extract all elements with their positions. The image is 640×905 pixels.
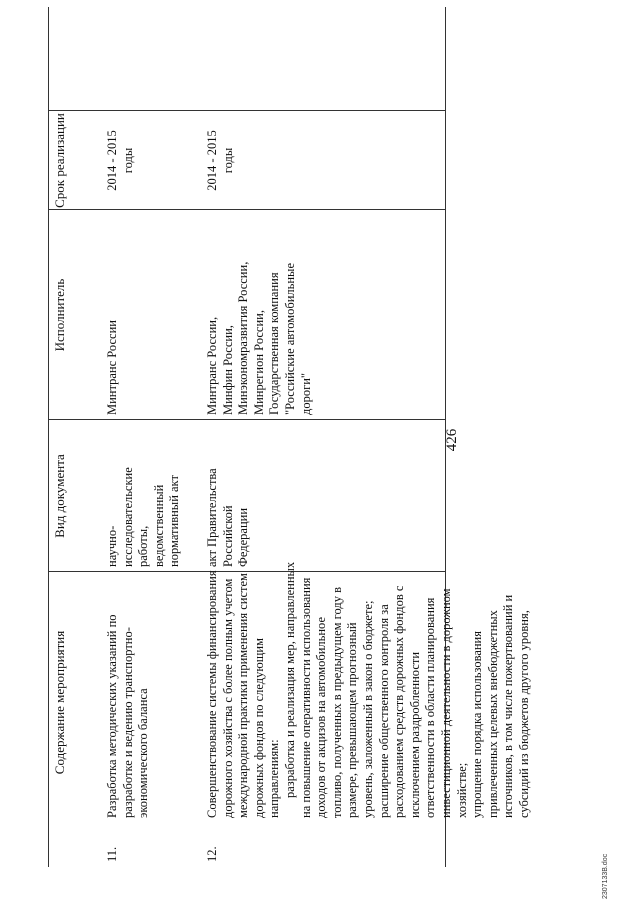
header-content: Содержание мероприятия [52,630,67,775]
row-11-doc-type: научно- исследовательские работы, ведомственный нормативный акт [105,467,182,567]
column-divider-2 [48,419,445,420]
row-11-term: 2014 - 2015 годы [105,130,135,191]
header-term: Срок реализации [52,113,67,208]
row-12-doc-type: акт Правительства Российской Федерации [205,468,251,567]
file-name-footer: 2307133B.doc [602,853,609,899]
header-executor: Исполнитель [52,278,67,352]
page-number: 426 [444,428,460,452]
row-11-number: 11. [105,846,119,862]
row-12-executor: Минтранс России, Минфин России, Минэкономразвития России, Минрегион России, Государственная компания "Российские автомобильные дороги" [205,261,313,415]
row-11-executor: Минтранс России [105,320,119,415]
row-12-content: Совершенствование системы финансирования дорожного хозяйства с более полным учетом международной практики применения систем дорожных фондов по следующим направлениям: разработка и реализация мер, направленных на повышение оперативности использования доходов от акцизов на автомобильное топливо, полученных в предыдущем году в размере, превышающем прогнозный уровень, заложенный в закон о бюджете; расширение общественного контроля за расходованием средств дорожных фондов с исключением раздробленности ответственности в области планирования инвестиционной деятельности в дорожном хозяйстве; упрощение порядка использования привлеченных целевых внебюджетных источников, в том числе пожертвований и субсидий из бюджетов другого уровня, [205,561,531,818]
row-12-term: 2014 - 2015 годы [205,130,235,191]
table-top-rule [48,7,49,867]
row-11-content: Разработка методических указаний по разработке и ведению транспортно- экономического баланса [105,614,151,818]
header-doc-type: Вид документа [52,454,67,538]
row-12-number: 12. [205,846,219,862]
